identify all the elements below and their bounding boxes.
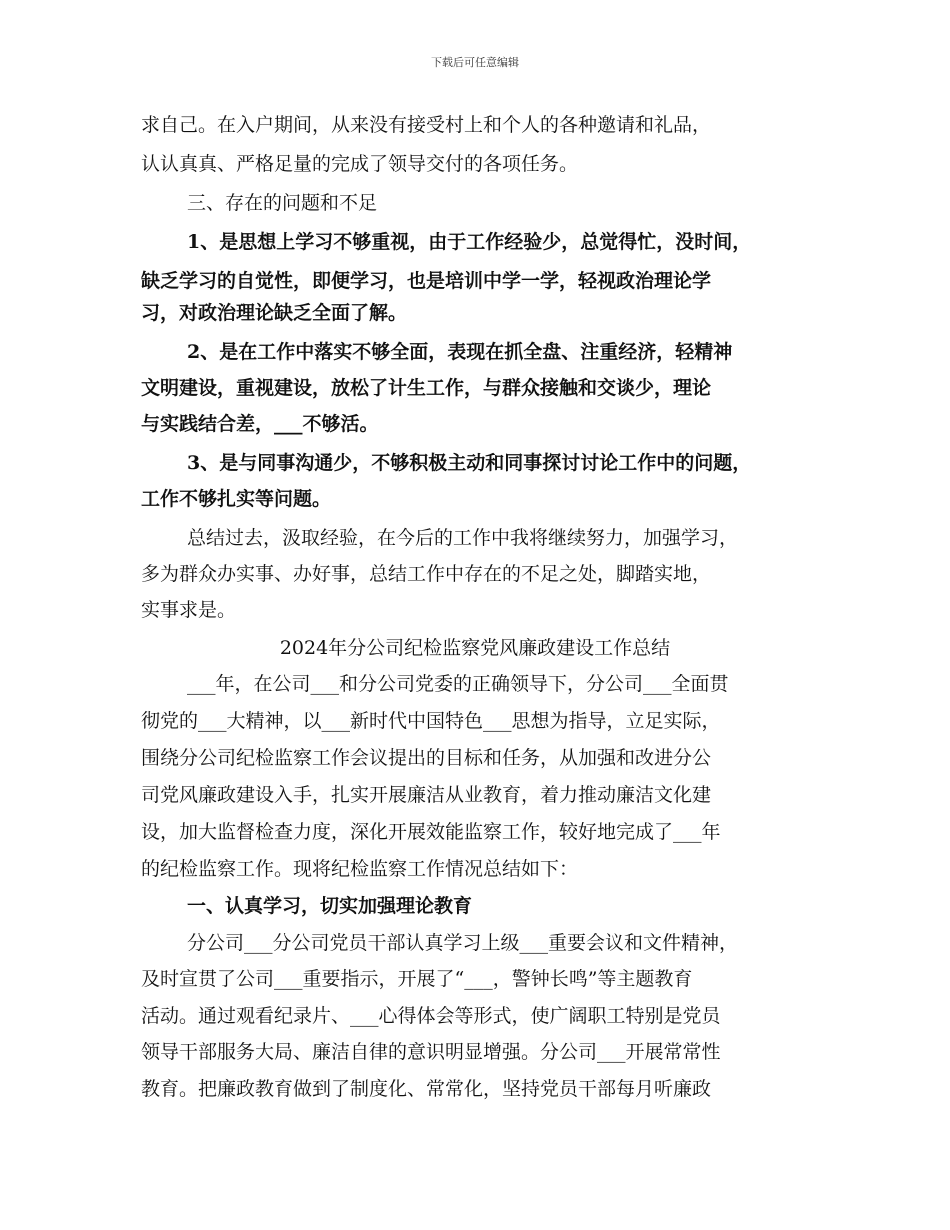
body-line: 缺乏学习的自觉性，即便学习，也是培训中学一学，轻视政治理论学 bbox=[141, 270, 712, 292]
body-line: 分公司___分公司党员干部认真学习上级___重要会议和文件精神， bbox=[187, 932, 739, 954]
body-line: 实事求是。 bbox=[141, 599, 237, 621]
body-line: 习，对政治理论缺乏全面了解。 bbox=[141, 302, 408, 324]
body-line: 3、是与同事沟通少，不够积极主动和同事探讨讨论工作中的问题， bbox=[187, 452, 752, 474]
body-line: 教育。把廉政教育做到了制度化、常常化，坚持党员干部每月听廉政 bbox=[141, 1078, 712, 1100]
body-line: 认认真真、严格足量的完成了领导交付的各项任务。 bbox=[141, 153, 579, 175]
body-line: 领导干部服务大局、廉洁自律的意识明显增强。分公司___开展常常性 bbox=[141, 1041, 721, 1063]
body-line: 与实践结合差，___不够活。 bbox=[141, 413, 379, 435]
body-line: 围绕分公司纪检监察工作会议提出的目标和任务，从加强和改进分公 bbox=[141, 747, 712, 769]
body-line: 求自己。在入户期间，从来没有接受村上和个人的各种邀请和礼品， bbox=[141, 114, 712, 136]
body-line: 及时宣贯了公司___重要指示，开展了“___，警钟长鸣”等主题教育 bbox=[141, 968, 693, 990]
body-line: 2、是在工作中落实不够全面，表现在抓全盘、注重经济，轻精神 bbox=[187, 341, 733, 363]
body-line: 文明建设，重视建设，放松了计生工作，与群众接触和交谈少，理论 bbox=[141, 377, 712, 399]
body-line: ___年，在公司___和分公司党委的正确领导下，分公司___全面贯 bbox=[187, 673, 729, 695]
section-heading: 三、存在的问题和不足 bbox=[187, 192, 378, 214]
body-line: 多为群众办实事、办好事，总结工作中存在的不足之处，脚踏实地， bbox=[141, 563, 712, 585]
body-line: 1、是思想上学习不够重视，由于工作经验少，总觉得忙，没时间， bbox=[187, 231, 752, 253]
body-line: 活动。通过观看纪录片、___心得体会等形式，使广阔职工特别是党员 bbox=[141, 1005, 721, 1027]
body-line: 彻党的___大精神，以___新时代中国特色___思想为指导，立足实际， bbox=[141, 710, 721, 732]
body-line: 司党风廉政建设入手，扎实开展廉洁从业教育，着力推动廉洁文化建 bbox=[141, 784, 712, 806]
body-line: 总结过去，汲取经验，在今后的工作中我将继续努力，加强学习， bbox=[187, 527, 739, 549]
section-heading: 一、认真学习，切实加强理论教育 bbox=[187, 895, 473, 917]
body-line: 设，加大监督检查力度，深化开展效能监察工作，较好地完成了___年 bbox=[141, 821, 721, 843]
document-title: 2024年分公司纪检监察党风廉政建设工作总结 bbox=[279, 637, 671, 659]
page-header-note: 下载后可任意编辑 bbox=[431, 56, 519, 69]
body-line: 工作不够扎实等问题。 bbox=[141, 488, 332, 510]
body-line: 的纪检监察工作。现将纪检监察工作情况总结如下： bbox=[141, 858, 579, 880]
